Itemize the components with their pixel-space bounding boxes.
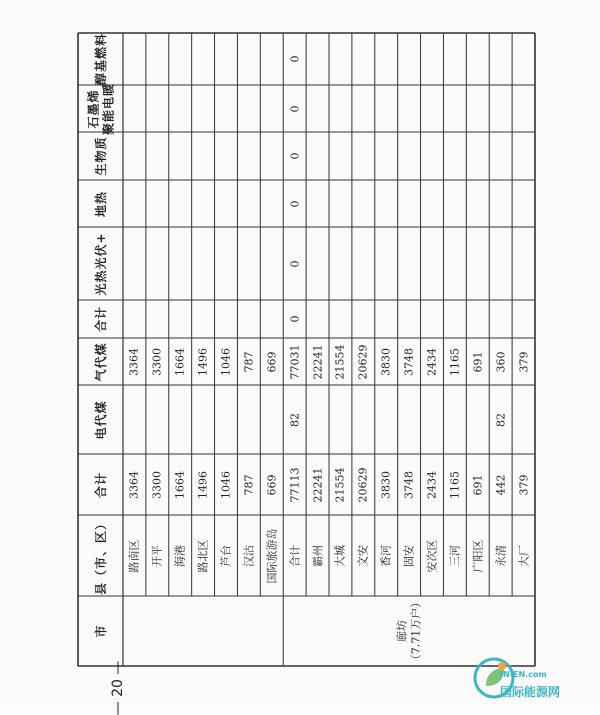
cell-gas: 360 <box>494 351 508 372</box>
cell-gas: 22241 <box>311 344 325 379</box>
cell-total: 20629 <box>356 467 370 502</box>
header-total: 合计 <box>93 471 108 498</box>
cell-county: 香河 <box>379 544 393 567</box>
cell-alcohol: 0 <box>288 55 302 63</box>
cell-gas: 691 <box>471 351 485 372</box>
city-label-line: （7.71万户） <box>409 596 423 666</box>
cell-county: 汉沽 <box>242 544 256 567</box>
cell-county: 路南区 <box>127 539 141 572</box>
cell-county: 广阳区 <box>471 539 485 572</box>
cell-county: 合计 <box>288 544 302 567</box>
cell-gas: 21554 <box>333 344 347 379</box>
cell-total: 2434 <box>425 470 439 499</box>
cell-total: 787 <box>242 474 256 495</box>
cell-gas: 1165 <box>448 347 462 376</box>
cell-gas: 669 <box>265 351 279 372</box>
header-geothermal: 地热 <box>93 190 108 217</box>
cell-total: 77113 <box>288 467 302 502</box>
cell-county: 大厂 <box>517 544 531 567</box>
cell-total: 1496 <box>196 470 210 499</box>
cell-gas: 1664 <box>173 347 187 376</box>
header-city: 市 <box>93 624 108 638</box>
cell-total: 691 <box>471 474 485 495</box>
cell-county: 国际旅游岛 <box>265 528 279 583</box>
header-gas: 气代煤 <box>93 341 108 382</box>
cell-gas: 3364 <box>127 347 141 376</box>
cell-county: 开平 <box>150 544 164 567</box>
cell-gas: 20629 <box>356 344 370 379</box>
cell-gas: 1046 <box>219 347 233 376</box>
cell-gas: 787 <box>242 351 256 372</box>
cell-total: 442 <box>494 474 508 495</box>
header-subtotal: 合计 <box>93 305 108 333</box>
cell-total: 3300 <box>150 470 164 499</box>
cell-county: 芦台 <box>219 544 233 567</box>
cell-county: 三河 <box>448 544 462 567</box>
watermark-brand-cn: 国际能源网 <box>500 685 561 699</box>
cell-county: 海港 <box>173 544 187 567</box>
cell-total: 3830 <box>379 470 393 499</box>
cell-county: 永清 <box>494 544 508 567</box>
cell-county: 大城 <box>333 544 347 567</box>
cell-electric: 82 <box>494 412 508 427</box>
cell-gas: 379 <box>517 351 531 372</box>
header-graphene-line: 石墨烯 <box>86 88 100 129</box>
page-number: — 20 — <box>110 660 126 715</box>
header-electric: 电代煤 <box>93 399 108 440</box>
cell-graphene: 0 <box>288 105 302 112</box>
watermark-brand-en: IN-EN.com <box>500 670 547 679</box>
cell-subtotal: 0 <box>288 315 302 323</box>
cell-gas: 1496 <box>196 347 210 376</box>
cell-county: 路北区 <box>196 539 210 572</box>
cell-total: 3364 <box>127 470 141 499</box>
header-county: 县（市、区） <box>93 516 108 595</box>
cell-total: 1165 <box>448 470 462 499</box>
cell-gas: 77031 <box>288 344 302 379</box>
cell-electric: 82 <box>288 412 302 427</box>
cell-geothermal: 0 <box>288 200 302 207</box>
cell-gas: 3748 <box>402 347 416 376</box>
city-label-line: 廊坊 <box>395 620 409 642</box>
header-graphene <box>87 82 114 134</box>
cell-total: 22241 <box>311 467 325 502</box>
cell-total: 21554 <box>333 467 347 502</box>
cell-county: 文安 <box>356 544 370 567</box>
cell-gas: 3830 <box>379 347 393 376</box>
header-alcohol: 醇基燃料 <box>93 32 108 86</box>
cell-total: 669 <box>265 474 279 495</box>
cell-total: 1046 <box>219 470 233 499</box>
city-label-langfang <box>397 597 422 666</box>
cell-gas: 3300 <box>150 347 164 376</box>
cell-solar: 0 <box>288 260 302 267</box>
header-graphene-line: 聚能电暖 <box>101 82 115 135</box>
cell-total: 3748 <box>402 470 416 499</box>
cell-total: 1664 <box>173 470 187 499</box>
cell-gas: 2434 <box>425 347 439 376</box>
cell-county: 霸州 <box>311 544 325 567</box>
cell-county: 固安 <box>402 544 416 567</box>
cell-total: 379 <box>517 474 531 495</box>
header-biomass: 生物质 <box>93 136 108 176</box>
cell-biomass: 0 <box>288 152 302 160</box>
header-solar: 光热光伏+ <box>93 231 108 296</box>
cell-county: 安次区 <box>425 539 439 572</box>
